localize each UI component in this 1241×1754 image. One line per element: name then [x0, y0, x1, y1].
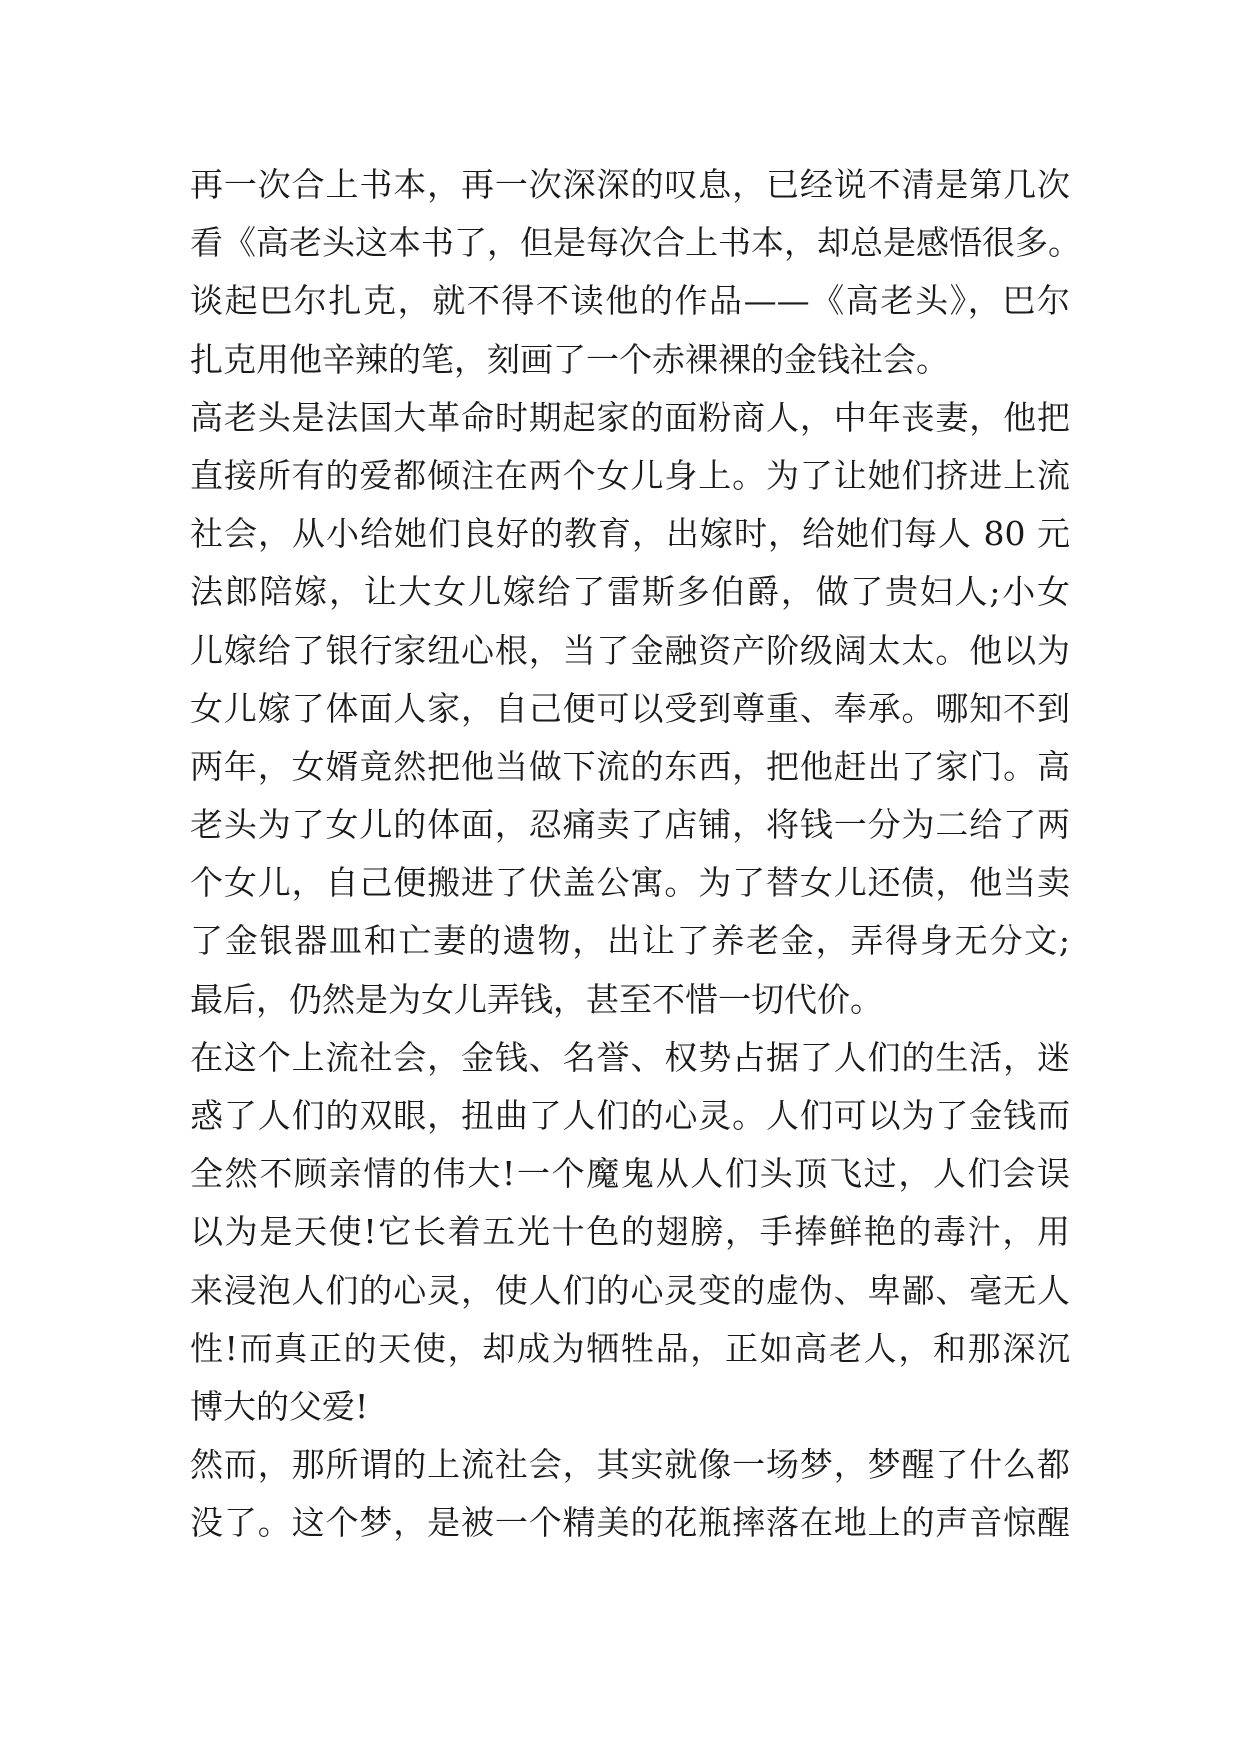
text-line: 最后，仍然是为女儿弄钱，甚至不惜一切代价。: [190, 979, 883, 1019]
text-line: 全然不顾亲情的伟大!一个魔鬼从人们头顶飞过，人们会误: [190, 1154, 1070, 1194]
text-line: 社会，从小给她们良好的教育，出嫁时，给她们每人 80 元: [190, 514, 1070, 554]
text-line: 两年，女婿竟然把他当做下流的东西，把他赶出了家门。高: [190, 746, 1070, 786]
text-line: 高老头是法国大革命时期起家的面粉商人，中年丧妻，他把: [190, 397, 1070, 437]
text-line: 个女儿，自己便搬进了伏盖公寓。为了替女儿还债，他当卖: [190, 863, 1070, 903]
text-line: 了金银器皿和亡妻的遗物，出让了养老金，弄得身无分文;: [190, 921, 1070, 961]
text-line: 直接所有的爱都倾注在两个女儿身上。为了让她们挤进上流: [190, 455, 1070, 495]
text-line: 来浸泡人们的心灵，使人们的心灵变的虚伪、卑鄙、毫无人: [190, 1270, 1070, 1310]
text-line: 以为是天使!它长着五光十色的翅膀，手捧鲜艳的毒汁，用: [190, 1212, 1070, 1252]
text-line: 老头为了女儿的体面，忍痛卖了店铺，将钱一分为二给了两: [190, 805, 1070, 845]
text-line: 再一次合上书本，再一次深深的叹息，已经说不清是第几次: [190, 165, 1070, 204]
text-line: 性!而真正的天使，却成为牺牲品，正如高老人，和那深沉: [190, 1328, 1070, 1368]
text-line: 女儿嫁了体面人家，自己便可以受到尊重、奉承。哪知不到: [190, 688, 1070, 728]
text-line: 然而，那所谓的上流社会，其实就像一场梦，梦醒了什么都: [190, 1445, 1070, 1485]
text-line: 看《高老头这本书了，但是每次合上书本，却总是感悟很多。: [190, 223, 1081, 263]
text-line: 在这个上流社会，金钱、名誉、权势占据了人们的生活，迷: [190, 1037, 1070, 1077]
text-line: 没了。这个梦，是被一个精美的花瓶摔落在地上的声音惊醒: [190, 1503, 1070, 1543]
text-line: 惑了人们的双眼，扭曲了人们的心灵。人们可以为了金钱而: [190, 1096, 1070, 1135]
body-text: [190, 156, 1081, 1553]
text-line: 扎克用他辛辣的笔，刻画了一个赤裸裸的金钱社会。: [190, 339, 949, 379]
text-line: 博大的父爱!: [190, 1386, 369, 1426]
text-line: 法郎陪嫁，让大女儿嫁给了雷斯多伯爵，做了贵妇人;小女: [190, 572, 1070, 612]
text-line: 儿嫁给了银行家纽心根，当了金融资产阶级阔太太。他以为: [190, 630, 1070, 670]
text-line: 谈起巴尔扎克，就不得不读他的作品——《高老头》，巴尔: [190, 281, 1070, 321]
